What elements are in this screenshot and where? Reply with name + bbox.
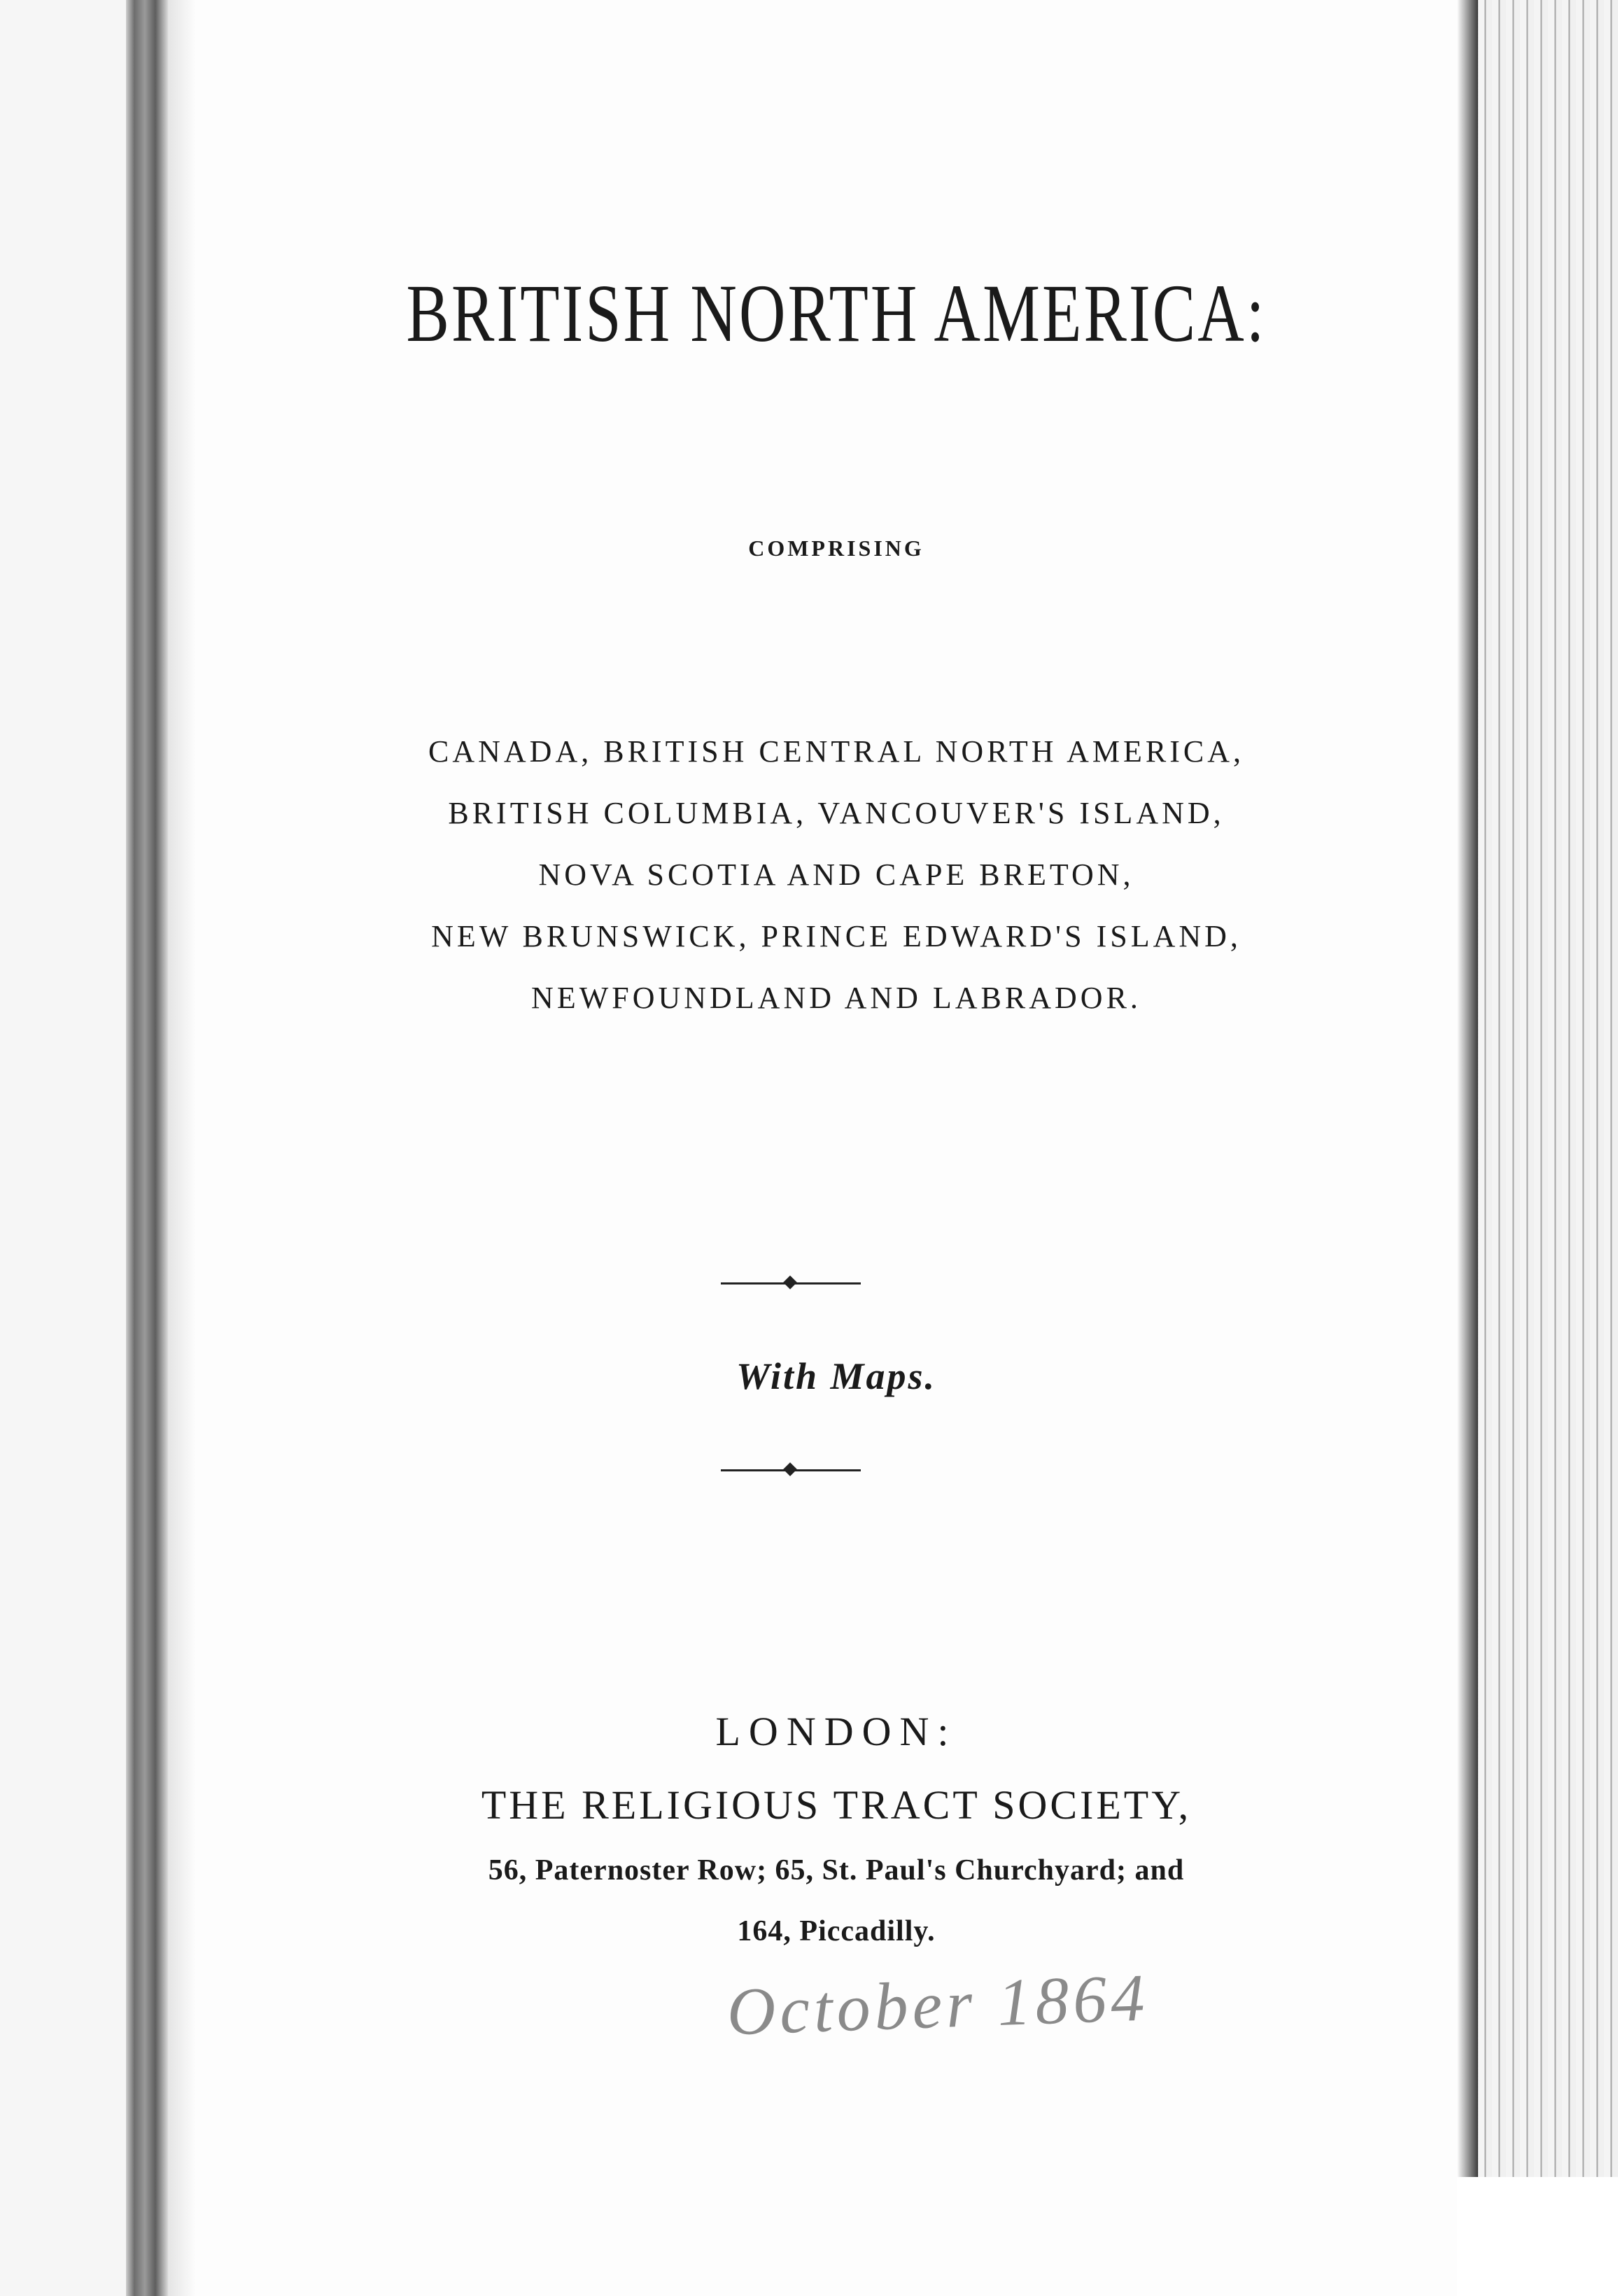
imprint-address-line-1: 56, Paternoster Row; 65, St. Paul's Churchyard; and [488,1854,1185,1886]
rule-ornament-top [721,1276,861,1290]
binding-gutter [0,0,126,2296]
comprising-label: COMPRISING [748,536,924,561]
page-edge-bottom [1457,2177,1618,2296]
region-line: CANADA, BRITISH CENTRAL NORTH AMERICA, [428,734,1244,769]
region-line: NOVA SCOTIA AND CAPE BRETON, [538,858,1134,892]
page-edge-shadow [1457,0,1478,2296]
region-line: BRITISH COLUMBIA, VANCOUVER'S ISLAND, [448,796,1225,830]
binding-fade [168,0,196,2296]
handwritten-date-note: October 1864 [726,1959,1150,2050]
regions-list [196,721,1477,1029]
imprint-address-line-2: 164, Piccadilly. [737,1915,936,1947]
region-line: NEWFOUNDLAND AND LABRADOR. [531,981,1141,1015]
imprint-publisher: THE RELIGIOUS TRACT SOCIETY, [481,1782,1192,1828]
rule-ornament-bottom [721,1463,861,1477]
imprint-city: LONDON: [715,1709,957,1754]
with-maps-label: With Maps. [736,1355,937,1397]
page-edges [1478,0,1618,2296]
book-title: BRITISH NORTH AMERICA: [406,267,1267,359]
region-line: NEW BRUNSWICK, PRINCE EDWARD'S ISLAND, [431,919,1241,953]
binding-shadow [126,0,168,2296]
